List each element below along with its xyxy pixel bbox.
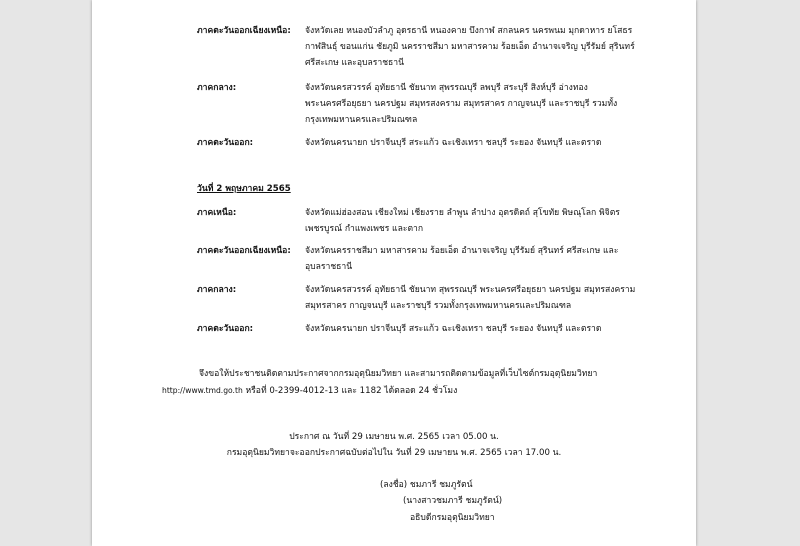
section-label: ภาคกลาง: <box>197 285 237 295</box>
section-label: ภาคตะวันออก: <box>197 138 254 148</box>
notice-contact: หรือที่ 0-2399-4012-13 และ 1182 ได้ตลอด 24 ชั่วโมง <box>242 386 458 396</box>
section-label: ภาคตะวันออก: <box>197 324 254 334</box>
province-line: จังหวัดนครราชสีมา มหาสารคาม ร้อยเอ็ด อำนาจเจริญ บุรีรัมย์ สุรินทร์ ศรีสะเกษ และ <box>305 246 619 256</box>
province-line: ศรีสะเกษ และอุบลราชธานี <box>305 58 404 68</box>
notice-line-2 <box>162 383 457 399</box>
section-label: ภาคตะวันออกเฉียงเหนือ: <box>197 246 291 256</box>
section-label: ภาคตะวันออกเฉียงเหนือ: <box>197 26 291 36</box>
section-provinces <box>305 205 640 237</box>
province-line: อุบลราชธานี <box>305 262 353 272</box>
province-line: จังหวัดแม่ฮ่องสอน เชียงใหม่ เชียงราย ลำพูน ลำปาง อุตรดิตถ์ สุโขทัย พิษณุโลก พิจิตร <box>305 208 620 218</box>
signatory-title: อธิบดีกรมอุตุนิยมวิทยา <box>410 513 495 523</box>
province-line: พระนครศรีอยุธยา นครปฐม สมุทรสงคราม สมุทรสาคร กาญจนบุรี และราชบุรี รวมทั้ง <box>305 99 618 109</box>
announce-line-1: ประกาศ ณ วันที่ 29 เมษายน พ.ศ. 2565 เวลา 05.00 น. <box>289 432 499 442</box>
signature-line: (ลงชื่อ) ชมภารี ชมภูรัตน์ <box>380 480 473 490</box>
province-line: จังหวัดนครสวรรค์ อุทัยธานี ชัยนาท สุพรรณบุรี ลพบุรี สระบุรี สิงห์บุรี อ่างทอง <box>305 83 588 93</box>
province-line: จังหวัดนครนายก ปราจีนบุรี สระแก้ว ฉะเชิงเทรา ชลบุรี ระยอง จันทบุรี และตราด <box>305 138 602 148</box>
section-provinces <box>305 243 640 275</box>
province-line: สมุทรสาคร กาญจนบุรี และราชบุรี รวมทั้งกรุงเทพมหานครและปริมณฑล <box>305 301 572 311</box>
province-line: จังหวัดนครนายก ปราจีนบุรี สระแก้ว ฉะเชิงเทรา ชลบุรี ระยอง จันทบุรี และตราด <box>305 324 602 334</box>
section-label: ภาคเหนือ: <box>197 208 237 218</box>
section-provinces <box>305 23 640 71</box>
section-provinces <box>305 321 640 337</box>
notice-line-1: จึงขอให้ประชาชนติดตามประกาศจากกรมอุตุนิยมวิทยา และสามารถติดตามข้อมูลที่เว็บไซต์กรมอุตุนิยมวิทยา <box>199 369 598 379</box>
province-line: เพชรบูรณ์ กำแพงเพชร และตาก <box>305 224 424 234</box>
signatory-name: (นางสาวชมภารี ชมภูรัตน์) <box>403 496 503 506</box>
section-provinces <box>305 135 640 151</box>
document-page <box>92 0 696 546</box>
website-link[interactable]: http://www.tmd.go.th <box>162 386 243 395</box>
announce-line-2: กรมอุตุนิยมวิทยาจะออกประกาศฉบับต่อไปใน วันที่ 29 เมษายน พ.ศ. 2565 เวลา 17.00 น. <box>226 448 562 458</box>
date-heading: วันที่ 2 พฤษภาคม 2565 <box>197 184 291 194</box>
province-line: จังหวัดเลย หนองบัวลำภู อุดรธานี หนองคาย บึงกาฬ สกลนคร นครพนม มุกดาหาร ยโสธร <box>305 26 633 36</box>
section-label: ภาคกลาง: <box>197 83 237 93</box>
section-provinces <box>305 282 640 314</box>
province-line: จังหวัดนครสวรรค์ อุทัยธานี ชัยนาท สุพรรณบุรี พระนครศรีอยุธยา นครปฐม สมุทรสงคราม <box>305 285 636 295</box>
province-line: กาฬสินธุ์ ขอนแก่น ชัยภูมิ นครราชสีมา มหาสารคาม ร้อยเอ็ด อำนาจเจริญ บุรีรัมย์ สุรินทร์ <box>305 42 635 52</box>
province-line: กรุงเทพมหานครและปริมณฑล <box>305 115 418 125</box>
section-provinces <box>305 80 640 128</box>
